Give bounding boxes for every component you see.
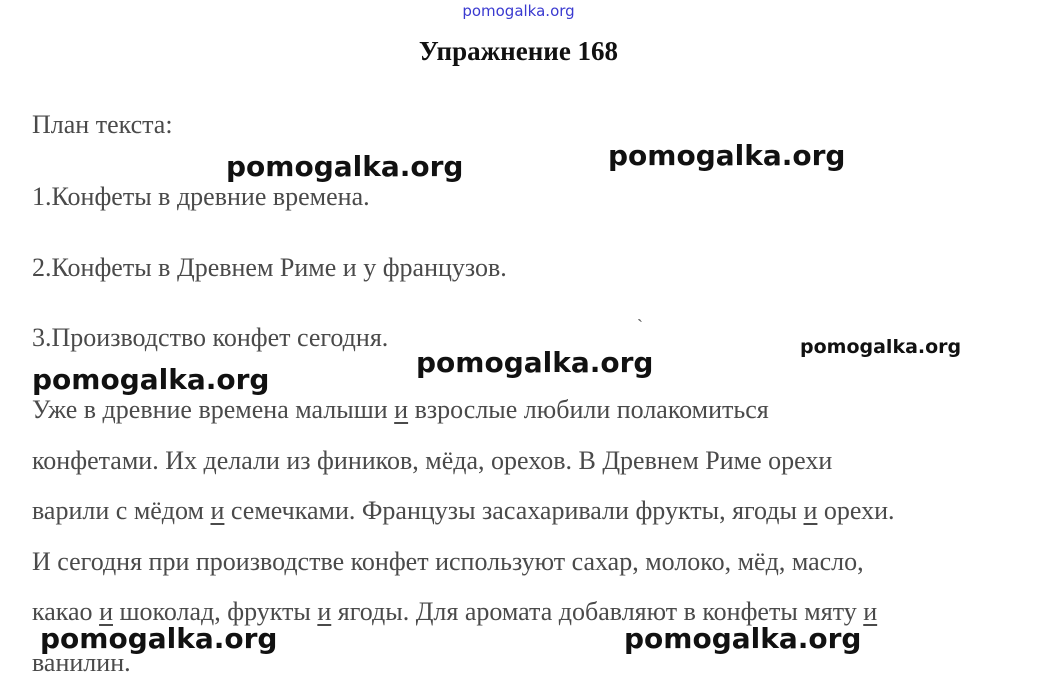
text-segment: И сегодня при производстве конфет используют сахар, молоко, мёд, масло,	[32, 547, 864, 576]
watermark: pomogalka.org	[800, 336, 962, 358]
text-segment: взрослые любили полакомиться	[408, 395, 769, 424]
watermark: pomogalka.org	[32, 363, 270, 396]
watermark: pomogalka.org	[624, 622, 862, 655]
underlined-conjunction: и	[99, 597, 113, 626]
plan-item-3: 3.Производство конфет сегодня.	[32, 323, 389, 352]
underlined-conjunction: и	[863, 597, 878, 626]
watermark: pomogalka.org	[608, 139, 846, 172]
underlined-conjunction: и	[210, 496, 225, 525]
text-segment: шоколад, фрукты	[112, 597, 318, 626]
text-segment: конфетами. Их делали из фиников, мёда, орехов. В Древнем Риме орехи	[32, 446, 833, 475]
site-header-watermark: pomogalka.org	[462, 2, 575, 20]
plan-heading: План текста:	[32, 110, 173, 139]
watermark: pomogalka.org	[416, 346, 654, 379]
plan-item-2: 2.Конфеты в Древнем Риме и у французов.	[32, 253, 507, 282]
page-title: Упражнение 168	[418, 36, 619, 66]
text-line	[32, 496, 895, 526]
text-segment: ванилин.	[32, 648, 131, 677]
stray-mark: `	[637, 316, 643, 336]
text-line	[32, 547, 864, 577]
watermark: pomogalka.org	[40, 622, 278, 655]
watermark: pomogalka.org	[226, 150, 464, 183]
text-segment: варили с мёдом	[32, 496, 211, 525]
underlined-conjunction: и	[394, 395, 409, 424]
text-segment: ягоды. Для аромата добавляют в конфеты мяту	[331, 597, 864, 626]
text-segment: семечками. Французы засахаривали фрукты, ягоды	[224, 496, 804, 525]
text-line	[32, 395, 769, 425]
text-segment: какао	[32, 597, 100, 626]
text-segment: Уже в древние времена малыши	[32, 395, 395, 424]
text-line	[32, 446, 832, 476]
plan-item-1: 1.Конфеты в древние времена.	[32, 182, 370, 211]
underlined-conjunction: и	[803, 496, 818, 525]
underlined-conjunction: и	[317, 597, 332, 626]
text-segment: орехи.	[817, 496, 895, 525]
